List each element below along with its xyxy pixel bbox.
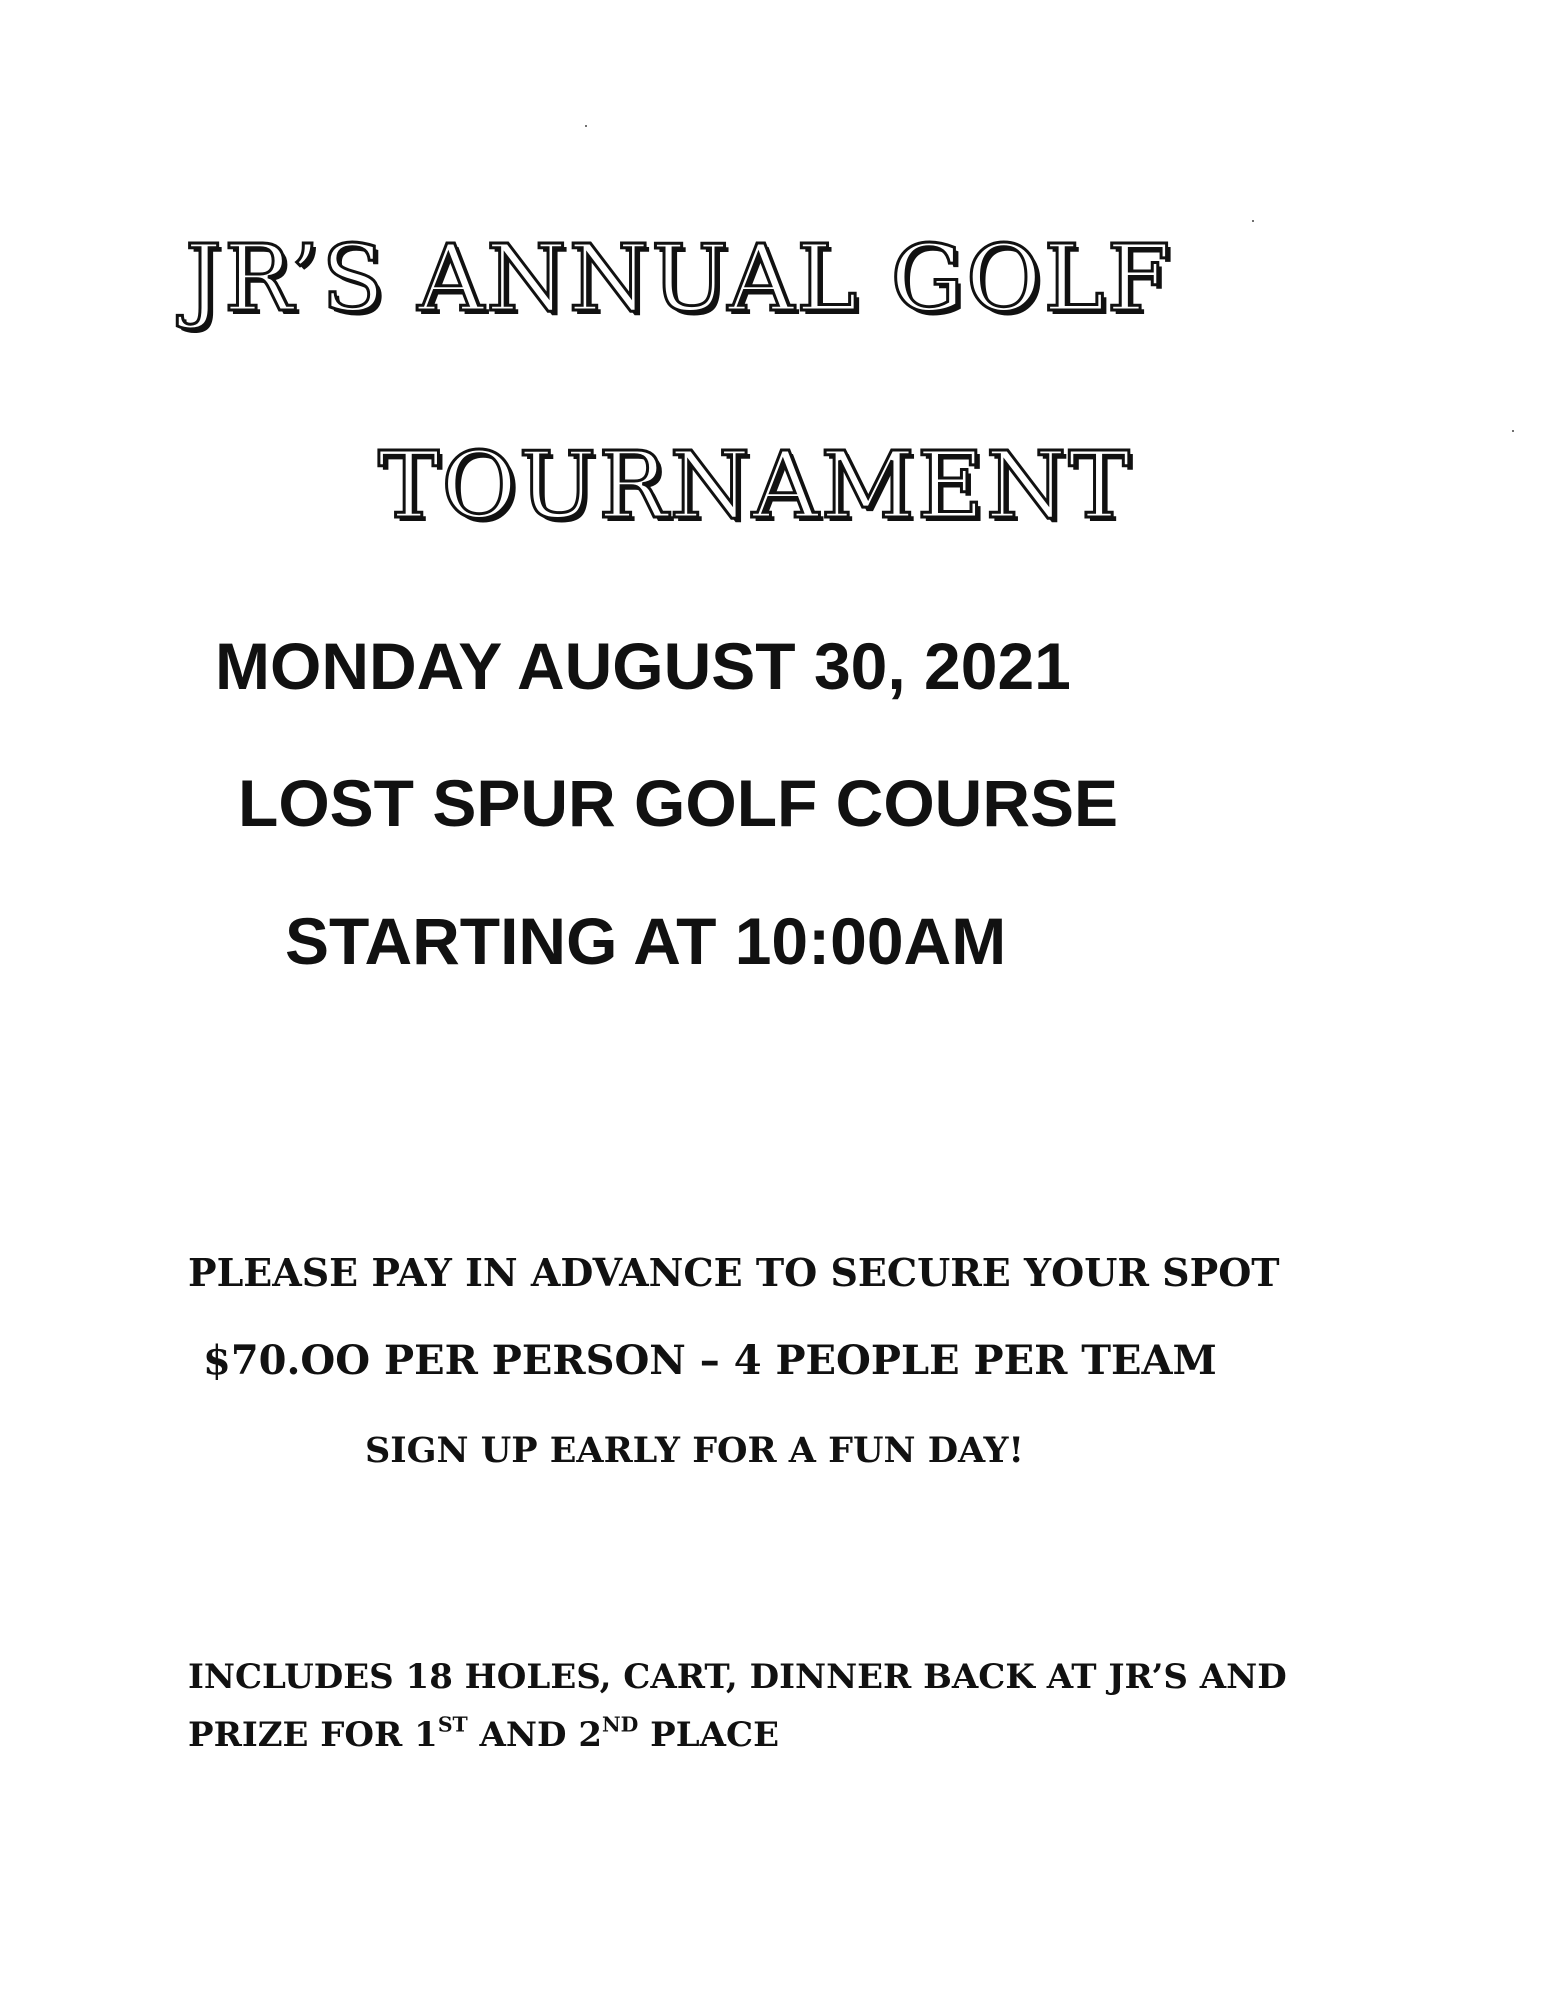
signup-notice: SIGN UP EARLY FOR A FUN DAY! (365, 1430, 1024, 1471)
includes-line-2 (188, 1712, 779, 1755)
scan-speck (1252, 220, 1254, 222)
price-info: $70.OO PER PERSON – 4 PEOPLE PER TEAM (203, 1337, 1217, 1384)
event-venue: LOST SPUR GOLF COURSE (238, 766, 1119, 840)
event-date: MONDAY AUGUST 30, 2021 (215, 629, 1071, 703)
includes-text-part-1: PRIZE FOR 1 (188, 1715, 438, 1755)
event-start-time: STARTING AT 10:00AM (285, 904, 1007, 978)
title-line-2: TOURNAMENT (378, 432, 1132, 539)
ordinal-suffix-first: ST (437, 1712, 468, 1737)
scan-speck (585, 125, 587, 127)
pay-notice: PLEASE PAY IN ADVANCE TO SECURE YOUR SPOT (188, 1250, 1280, 1295)
includes-text-part-2: AND 2 (467, 1715, 602, 1755)
scan-speck (1512, 430, 1514, 432)
ordinal-suffix-second: ND (602, 1712, 639, 1737)
title-line-1: JR’S ANNUAL GOLF (185, 225, 1173, 332)
includes-text-part-3: PLACE (638, 1715, 779, 1755)
includes-line-1: INCLUDES 18 HOLES, CART, DINNER BACK AT JR’S AND (188, 1657, 1287, 1697)
